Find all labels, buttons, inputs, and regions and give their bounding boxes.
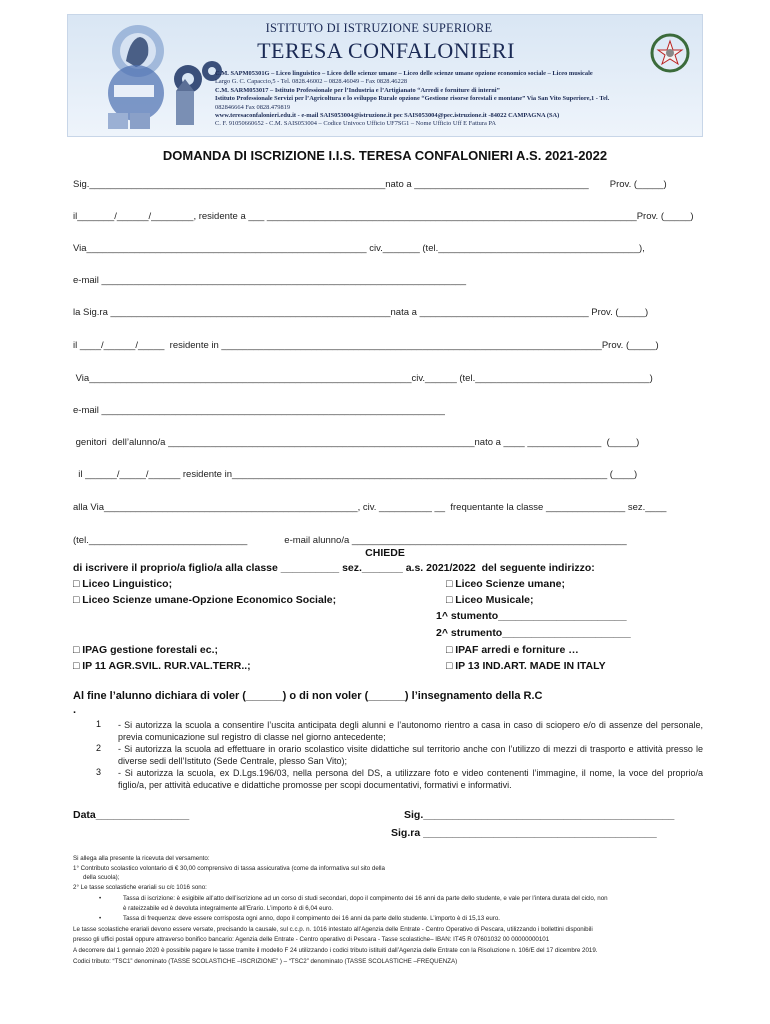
authorization-item: - Si autorizza la scuola a consentire l’uscita anticipata degli alunni e l’autonomo rientro a casa in caso di sciopero e/o di assenze del personale, previa comunicazione sul registro di classe nel giorno antecedente; xyxy=(118,720,703,742)
request-line[interactable]: di iscrivere il proprio/a figlio/a alla classe __________ sez._______ a.s. 2021/2022 del seguente indirizzo: xyxy=(73,562,595,574)
religion-line-dot: . xyxy=(73,704,77,716)
option-liceo-linguistico[interactable]: □ Liceo Linguistico; xyxy=(73,578,173,590)
father-email-field[interactable]: e-mail _____________________________________________________________________ xyxy=(73,275,467,286)
bullet-icon: • xyxy=(99,915,102,922)
student-birth-residence-field[interactable]: il ______/_____/______ residente in_______________________________________________________________________ (____) xyxy=(73,469,638,480)
father-signature-field[interactable]: Sig.___________________________________________ xyxy=(404,809,675,821)
authorization-number: 3 xyxy=(96,767,102,777)
father-birth-residence-field[interactable]: il_______/______/________, residente a ___ ______________________________________________________________________Prov. (_____) xyxy=(73,211,694,222)
option-liceo-scienze-umane-economico[interactable]: □ Liceo Scienze umane-Opzione Economico Sociale; xyxy=(73,594,337,606)
mother-birth-residence-field[interactable]: il ____/______/_____ residente in ________________________________________________________________________Prov. (_____) xyxy=(73,340,659,351)
second-instrument-field[interactable]: 2^ strumento______________________ xyxy=(436,627,631,639)
school-header xyxy=(67,14,703,137)
first-instrument-field[interactable]: 1^ stumento______________________ xyxy=(436,610,627,622)
footnote-bullet-row xyxy=(73,895,703,903)
italian-republic-emblem-icon xyxy=(648,31,692,75)
mother-email-field[interactable]: e-mail _________________________________________________________________ xyxy=(73,405,445,416)
footnote-paragraph: A decorrere dal 1 gennaio 2020 è possibile pagare le tasse tramite il modello F 24 utilizzando i codici tributo istituiti dall’Agenzia delle Entrate con la Risoluzione n. 106/E del 17 dicembre 2019. xyxy=(73,947,598,954)
student-address-class-field[interactable]: alla Via________________________________________________, civ. __________ __ frequentante la classe _______________ sez.____ xyxy=(73,502,667,513)
school-type: ISTITUTO DI ISTRUZIONE SUPERIORE xyxy=(265,21,493,35)
footnote-bullet-row xyxy=(73,915,703,923)
footnote-item: 2° Le tasse scolastiche erariali su c/c 1016 sono: xyxy=(73,884,207,891)
option-liceo-scienze-umane[interactable]: □ Liceo Scienze umane; xyxy=(446,578,565,590)
footnote-item: della scuola); xyxy=(83,874,120,881)
footnote-paragraph: Codici tributo: “TSC1” denominato (TASSE SCOLASTICHE –ISCRIZIONE” ) – “TSC2” denominato (TASSE SCOLASTICHE –FREQUENZA) xyxy=(73,958,458,965)
option-liceo-musicale[interactable]: □ Liceo Musicale; xyxy=(446,594,534,606)
religion-choice-line[interactable]: Al fine l’alunno dichiara di voler (______) o di non voler (______) l’insegnamento della R.C xyxy=(73,690,543,702)
authorization-item: - Si autorizza la scuola, ex D.Lgs.196/03, nella persona del DS, a utilizzare foto e video contenenti l’immagine, il nome, la voce del proprio/a figlio/a, per attività educative e didattiche promosse per scopi documentativi, formativi e informativi. xyxy=(118,768,703,790)
footnote-item: 1° Contributo scolastico volontario di € 30,00 comprensivo di tassa assicurativa (come da informativa sul sito della xyxy=(73,865,386,872)
authorization-number: 1 xyxy=(96,719,102,729)
info-line: Largo G. C. Capaccio,5 - Tel. 0828.46002 – 0828.46049 – Fax 0828.46228 xyxy=(215,78,408,86)
footnote-bullet: Tassa di frequenza: deve essere corrisposta ogni anno, dopo il compimento dei 16 anni da parte dello studente. L’importo è di 15,13 euro. xyxy=(123,915,500,922)
mother-address-field[interactable]: Via_____________________________________________________________civ.______ (tel._________________________________) xyxy=(73,373,653,384)
info-line: C.M. SAPM05301G – Liceo linguistico – Liceo delle scienze umane – Liceo delle scienze umane opzione economico sociale – Liceo musicale xyxy=(215,70,593,77)
info-line: 082846664 Fax 0828.479819 xyxy=(215,103,291,111)
info-line: C. F. 91050660652 - C.M. SAIS053004 – Codice Univoco Ufficio UF7SG1 – Nome Ufficio Uff E Fattura PA xyxy=(215,120,496,128)
footnote-paragraph: Le tasse scolastiche erariali devono essere versate, precisando la causale, sul c.c.p. n. 1016 intestato all’Agenzia delle Entrate - Centro Operativo di Pescara, utilizzando i bollettini disponibili xyxy=(73,926,593,933)
date-field[interactable]: Data________________ xyxy=(73,809,190,821)
mother-signature-field[interactable]: Sig.ra ________________________________________ xyxy=(391,827,657,839)
footnote-bullet: Tassa di iscrizione: è esigibile all’atto dell’iscrizione ad un corso di studi secondari, dopo il compimento dei 16 anni da parte dello studente, e vale per l’intera durata del ciclo, non xyxy=(123,895,608,902)
option-ip11-agr[interactable]: □ IP 11 AGR.SVIL. RUR.VAL.TERR..; xyxy=(73,660,251,672)
footnote-paragraph: presso gli uffici postali oppure attraverso bonifico bancario: Agenzia delle Entrate - Centro operativo di Pescara - Tasse scolastiche– IBAN: IT45 R 07601032 00 00000000101 xyxy=(73,936,550,943)
footnote-intro: Si allega alla presente la ricevuta del versamento: xyxy=(73,855,210,862)
info-line: C.M. SARM053017 – Istituto Professionale per l’Industria e l’Artigianato “Arredi e forniture di interni” xyxy=(215,86,500,94)
footnote-bullet: è rateizzabile ed è devoluta integralmente all’Erario. L’importo è di 6,04 euro. xyxy=(123,905,334,912)
request-heading: CHIEDE xyxy=(365,547,405,559)
option-ipaf-arredi[interactable]: □ IPAF arredi e forniture … xyxy=(446,644,579,656)
option-ipag-forestali[interactable]: □ IPAG gestione forestali ec.; xyxy=(73,644,219,656)
info-line: Istituto Professionale Servizi per l’Agricoltura e lo sviluppo Rurale opzione “Gestione risorse forestali e montane” Via San Vito Superiore,1 - Tel. xyxy=(215,95,610,103)
father-address-field[interactable]: Via_____________________________________________________ civ._______ (tel.______________________________________), xyxy=(73,243,645,254)
student-contact-field[interactable]: (tel.______________________________ e-mail alunno/a ____________________________________________________ xyxy=(73,535,627,546)
form-title: DOMANDA DI ISCRIZIONE I.I.S. TERESA CONFALONIERI A.S. 2021-2022 xyxy=(162,148,608,163)
student-name-field[interactable]: genitori dell’alunno/a __________________________________________________________nato a ____ ______________ (_____) xyxy=(73,437,640,448)
father-name-field[interactable]: Sig.________________________________________________________nato a _________________________________ Prov. (_____) xyxy=(73,179,667,190)
school-name: TERESA CONFALONIERI xyxy=(257,38,515,63)
option-ip13-made-in-italy[interactable]: □ IP 13 IND.ART. MADE IN ITALY xyxy=(446,660,606,672)
info-line: www.teresaconfalonieri.edu.it - e-mail SAIS053004@istruzione.it pec SAIS053004@pec.istruzione.it -84022 CAMPAGNA (SA) xyxy=(215,112,560,120)
bullet-icon: • xyxy=(99,895,102,902)
mother-name-field[interactable]: la Sig.ra _____________________________________________________nata a ________________________________ Prov. (_____) xyxy=(73,307,649,318)
authorization-item: - Si autorizza la scuola ad effettuare in orario scolastico visite didattiche sul territorio anche con l’utilizzo di mezzi di trasporto e attività presso le diverse sedi dell’Istituto (Sede Centrale, plesso San Vito); xyxy=(118,744,703,766)
authorization-number: 2 xyxy=(96,743,102,753)
school-contact-info xyxy=(215,70,701,129)
